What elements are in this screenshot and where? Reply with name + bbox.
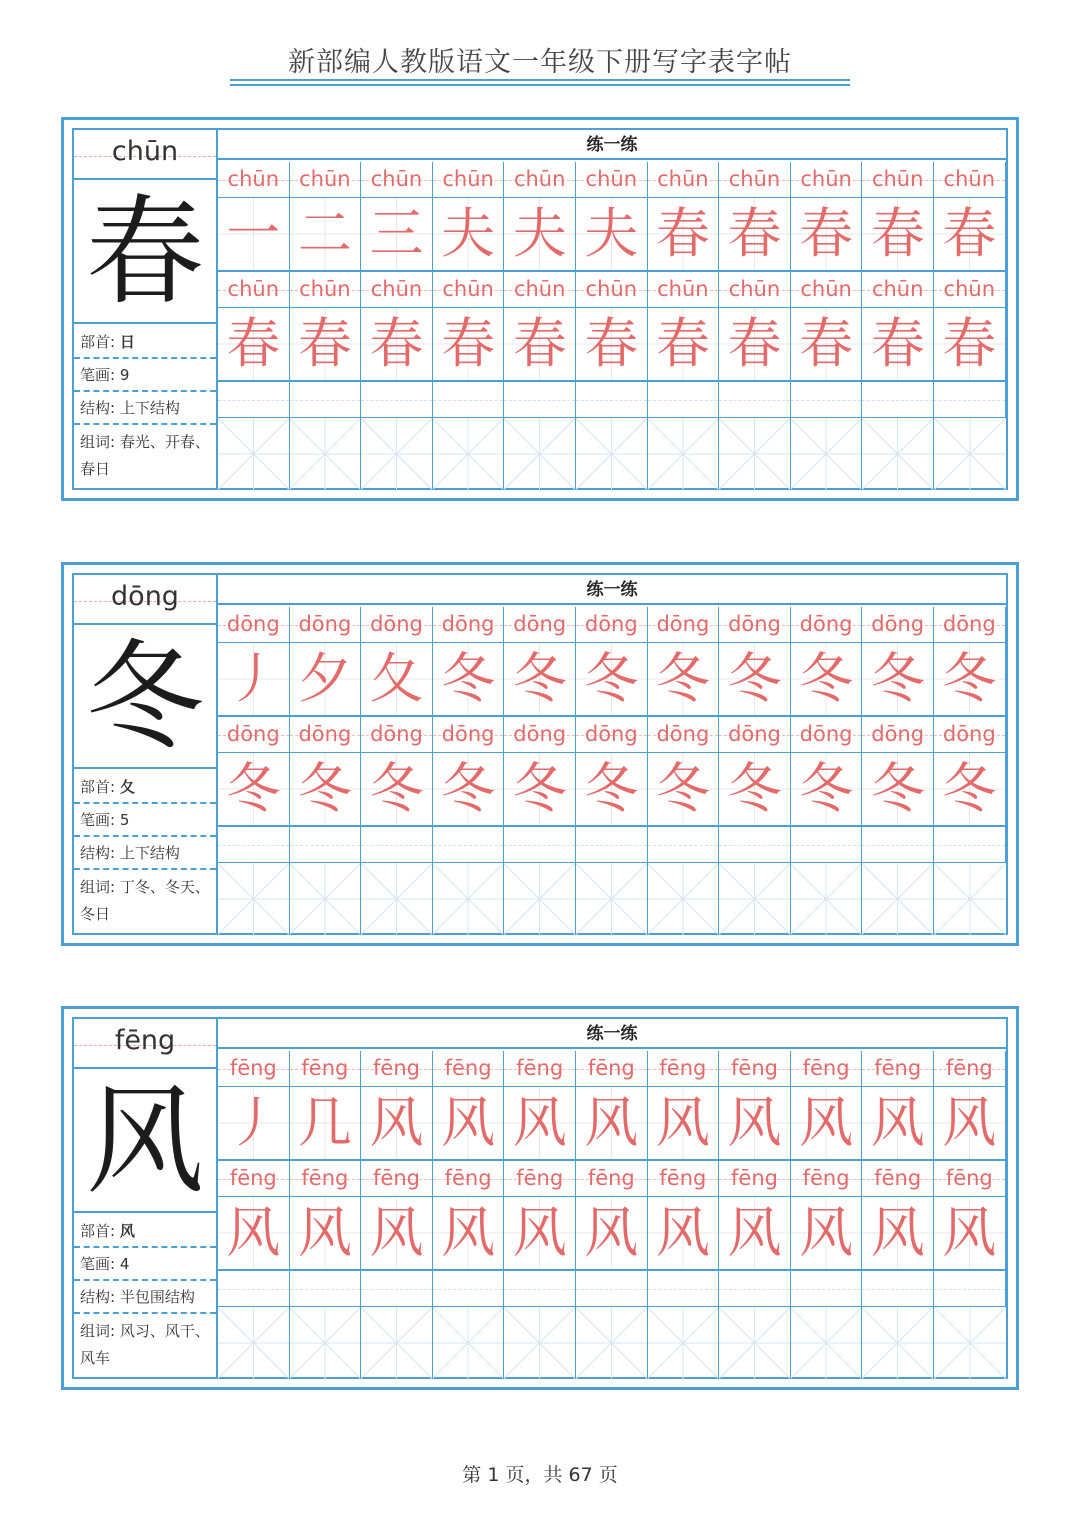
blank-writing-cell[interactable] — [648, 418, 720, 490]
stroke-step-cell: 风 — [862, 1087, 934, 1161]
stroke-step-cell: 冬 — [504, 643, 576, 717]
blank-pinyin-cell[interactable] — [361, 382, 433, 418]
blank-writing-cell[interactable] — [862, 1307, 934, 1379]
trace-cell: 冬 — [648, 753, 720, 827]
blank-pinyin-cell[interactable] — [218, 827, 290, 863]
blank-writing-cell[interactable] — [218, 418, 290, 490]
pinyin-cell: fēng — [218, 1051, 290, 1087]
trace-cell: 春 — [934, 308, 1006, 382]
blank-pinyin-cell[interactable] — [719, 382, 791, 418]
structure-row: 结构: 上下结构 — [74, 392, 216, 425]
blank-pinyin-cell[interactable] — [576, 382, 648, 418]
strokes-row: 笔画: 5 — [74, 804, 216, 837]
page-title: 新部编人教版语文一年级下册写字表字帖 — [288, 47, 792, 78]
character-info-panel — [74, 130, 218, 488]
structure-value: 上下结构 — [119, 844, 180, 862]
practice-sheet — [61, 1006, 1019, 1390]
blank-writing-cell[interactable] — [504, 418, 576, 490]
character-display: 冬 — [74, 627, 216, 769]
stroke-step-cell: 一 — [218, 198, 290, 272]
pinyin-cell: dōng — [934, 607, 1006, 643]
strokes-row: 笔画: 9 — [74, 359, 216, 392]
blank-writing-cell[interactable] — [791, 1307, 863, 1379]
blank-pinyin-cell[interactable] — [290, 1271, 362, 1307]
blank-pinyin-cell[interactable] — [862, 1271, 934, 1307]
pinyin-cell: fēng — [862, 1161, 934, 1197]
words-value: 风习、风干、风车 — [80, 1322, 210, 1367]
blank-pinyin-cell[interactable] — [504, 827, 576, 863]
blank-writing-cell[interactable] — [791, 418, 863, 490]
sheet-frame — [72, 128, 1008, 490]
pinyin-cell: dōng — [290, 607, 362, 643]
pinyin-cell: dōng — [290, 717, 362, 753]
blank-writing-cell[interactable] — [934, 1307, 1006, 1379]
trace-cell: 风 — [290, 1197, 362, 1271]
words-value: 丁冬、冬天、冬日 — [80, 878, 210, 923]
blank-pinyin-cell[interactable] — [290, 382, 362, 418]
pinyin-cell: fēng — [361, 1161, 433, 1197]
structure-value: 半包围结构 — [119, 1288, 195, 1306]
pinyin-cell: chūn — [648, 162, 720, 198]
title-rule-top — [230, 79, 850, 81]
pinyin-cell: chūn — [791, 272, 863, 308]
character-info-panel — [74, 1019, 218, 1377]
blank-pinyin-cell[interactable] — [218, 382, 290, 418]
blank-pinyin-cell[interactable] — [433, 827, 505, 863]
stroke-step-cell: 春 — [719, 198, 791, 272]
pinyin-cell: chūn — [862, 272, 934, 308]
trace-cell: 风 — [648, 1197, 720, 1271]
stroke-step-cell: 风 — [361, 1087, 433, 1161]
radical-row: 部首: 夂 — [74, 771, 216, 804]
pinyin-cell: chūn — [218, 272, 290, 308]
structure-value: 上下结构 — [119, 399, 180, 417]
blank-writing-cell[interactable] — [719, 863, 791, 935]
stroke-step-cell: 春 — [648, 198, 720, 272]
trace-cell: 春 — [791, 308, 863, 382]
trace-cell: 春 — [361, 308, 433, 382]
stroke-step-cell: 风 — [433, 1087, 505, 1161]
pinyin-cell: chūn — [648, 272, 720, 308]
blank-writing-cell[interactable] — [290, 418, 362, 490]
stroke-step-cell: 夂 — [361, 643, 433, 717]
trace-cell: 风 — [433, 1197, 505, 1271]
pinyin-cell: chūn — [862, 162, 934, 198]
blank-pinyin-cell[interactable] — [218, 1271, 290, 1307]
pinyin-cell: dōng — [719, 607, 791, 643]
pinyin-cell: chūn — [934, 162, 1006, 198]
blank-writing-cell[interactable] — [504, 1307, 576, 1379]
stroke-step-cell: 冬 — [791, 643, 863, 717]
words-row: 组词: 丁冬、冬天、冬日 — [80, 878, 210, 923]
sheet-frame — [72, 573, 1008, 935]
blank-writing-cell[interactable] — [719, 1307, 791, 1379]
pinyin-cell: dōng — [791, 717, 863, 753]
blank-writing-cell[interactable] — [862, 863, 934, 935]
pinyin-cell: dōng — [576, 717, 648, 753]
pinyin-cell: fēng — [934, 1161, 1006, 1197]
trace-cell: 冬 — [934, 753, 1006, 827]
pinyin-cell: dōng — [504, 717, 576, 753]
words-value: 春光、开春、春日 — [80, 433, 210, 478]
structure-row: 结构: 半包围结构 — [74, 1281, 216, 1314]
practice-grid — [218, 575, 1006, 933]
stroke-step-cell: 风 — [719, 1087, 791, 1161]
pinyin-cell: dōng — [433, 717, 505, 753]
blank-pinyin-cell[interactable] — [648, 1271, 720, 1307]
character-pinyin: chūn — [74, 130, 216, 180]
blank-writing-cell[interactable] — [504, 863, 576, 935]
pinyin-cell: fēng — [791, 1161, 863, 1197]
title-rule-bottom — [230, 84, 850, 86]
blank-writing-cell[interactable] — [290, 1307, 362, 1379]
trace-cell: 春 — [218, 308, 290, 382]
pinyin-cell: chūn — [218, 162, 290, 198]
radical-value: 夂 — [119, 778, 135, 796]
blank-pinyin-cell[interactable] — [648, 827, 720, 863]
blank-pinyin-cell[interactable] — [290, 827, 362, 863]
pinyin-cell: fēng — [504, 1161, 576, 1197]
blank-writing-cell[interactable] — [361, 863, 433, 935]
trace-cell: 风 — [361, 1197, 433, 1271]
stroke-step-cell: 冬 — [576, 643, 648, 717]
words-row: 组词: 春光、开春、春日 — [80, 433, 210, 478]
character-pinyin: dōng — [74, 575, 216, 625]
words-row: 组词: 风习、风干、风车 — [80, 1322, 210, 1367]
blank-writing-cell[interactable] — [934, 863, 1006, 935]
pinyin-cell: chūn — [504, 162, 576, 198]
blank-writing-cell[interactable] — [648, 863, 720, 935]
pinyin-cell: fēng — [290, 1161, 362, 1197]
blank-pinyin-cell[interactable] — [719, 827, 791, 863]
pinyin-cell: dōng — [862, 717, 934, 753]
stroke-step-cell: 春 — [934, 198, 1006, 272]
pinyin-cell: chūn — [433, 272, 505, 308]
stroke-step-cell: 丿 — [218, 643, 290, 717]
sheet-frame — [72, 1017, 1008, 1379]
blank-writing-cell[interactable] — [433, 418, 505, 490]
blank-pinyin-cell[interactable] — [433, 382, 505, 418]
blank-pinyin-cell[interactable] — [504, 382, 576, 418]
stroke-step-cell: 夕 — [290, 643, 362, 717]
pinyin-cell: fēng — [576, 1051, 648, 1087]
blank-writing-cell[interactable] — [934, 418, 1006, 490]
pinyin-cell: fēng — [361, 1051, 433, 1087]
trace-cell: 风 — [934, 1197, 1006, 1271]
blank-pinyin-cell[interactable] — [934, 382, 1006, 418]
pinyin-cell: chūn — [934, 272, 1006, 308]
pinyin-cell: fēng — [433, 1051, 505, 1087]
pinyin-cell: chūn — [290, 272, 362, 308]
pinyin-cell: chūn — [576, 272, 648, 308]
trace-cell: 冬 — [862, 753, 934, 827]
stroke-step-cell: 冬 — [719, 643, 791, 717]
structure-row: 结构: 上下结构 — [74, 837, 216, 870]
blank-writing-cell[interactable] — [576, 1307, 648, 1379]
trace-cell: 冬 — [719, 753, 791, 827]
pinyin-cell: chūn — [504, 272, 576, 308]
blank-writing-cell[interactable] — [719, 418, 791, 490]
trace-cell: 冬 — [576, 753, 648, 827]
pinyin-cell: chūn — [719, 162, 791, 198]
stroke-step-cell: 冬 — [934, 643, 1006, 717]
pinyin-cell: dōng — [576, 607, 648, 643]
blank-writing-cell[interactable] — [361, 418, 433, 490]
blank-pinyin-cell[interactable] — [791, 382, 863, 418]
blank-pinyin-cell[interactable] — [648, 382, 720, 418]
blank-pinyin-cell[interactable] — [576, 827, 648, 863]
practice-grid — [218, 130, 1006, 488]
stroke-step-cell: 风 — [934, 1087, 1006, 1161]
blank-writing-cell[interactable] — [862, 418, 934, 490]
pinyin-cell: fēng — [862, 1051, 934, 1087]
pinyin-cell: fēng — [576, 1161, 648, 1197]
page-footer: 第 1 页，共 67 页 — [462, 1464, 618, 1486]
radical-value: 风 — [119, 1222, 135, 1240]
pinyin-cell: dōng — [934, 717, 1006, 753]
stroke-step-cell: 几 — [290, 1087, 362, 1161]
pinyin-cell: fēng — [504, 1051, 576, 1087]
practice-sheet — [61, 562, 1019, 946]
blank-writing-cell[interactable] — [648, 1307, 720, 1379]
pinyin-cell: chūn — [791, 162, 863, 198]
stroke-step-cell: 冬 — [862, 643, 934, 717]
pinyin-cell: fēng — [648, 1051, 720, 1087]
trace-cell: 风 — [719, 1197, 791, 1271]
pinyin-cell: fēng — [719, 1161, 791, 1197]
stroke-step-cell: 冬 — [433, 643, 505, 717]
pinyin-cell: chūn — [576, 162, 648, 198]
blank-pinyin-cell[interactable] — [791, 827, 863, 863]
character-info-panel — [74, 575, 218, 933]
trace-cell: 冬 — [290, 753, 362, 827]
trace-cell: 冬 — [361, 753, 433, 827]
stroke-step-cell: 夫 — [433, 198, 505, 272]
trace-cell: 春 — [504, 308, 576, 382]
trace-cell: 春 — [719, 308, 791, 382]
blank-pinyin-cell[interactable] — [862, 827, 934, 863]
pinyin-cell: chūn — [290, 162, 362, 198]
blank-pinyin-cell[interactable] — [504, 1271, 576, 1307]
strokes-value: 9 — [119, 366, 130, 384]
character-display: 风 — [74, 1071, 216, 1213]
practice-grid — [218, 1019, 1006, 1377]
practice-header: 练一练 — [218, 1019, 1006, 1049]
blank-writing-cell[interactable] — [218, 1307, 290, 1379]
blank-writing-cell[interactable] — [576, 418, 648, 490]
pinyin-cell: dōng — [791, 607, 863, 643]
blank-pinyin-cell[interactable] — [361, 1271, 433, 1307]
trace-cell: 风 — [862, 1197, 934, 1271]
trace-cell: 风 — [218, 1197, 290, 1271]
trace-cell: 冬 — [218, 753, 290, 827]
blank-writing-cell[interactable] — [433, 863, 505, 935]
stroke-step-cell: 风 — [576, 1087, 648, 1161]
trace-cell: 春 — [862, 308, 934, 382]
blank-writing-cell[interactable] — [576, 863, 648, 935]
stroke-step-cell: 夫 — [504, 198, 576, 272]
pinyin-cell: fēng — [934, 1051, 1006, 1087]
strokes-value: 4 — [119, 1255, 130, 1273]
pinyin-cell: dōng — [361, 607, 433, 643]
trace-cell: 冬 — [433, 753, 505, 827]
blank-pinyin-cell[interactable] — [576, 1271, 648, 1307]
blank-pinyin-cell[interactable] — [791, 1271, 863, 1307]
pinyin-cell: dōng — [218, 607, 290, 643]
pinyin-cell: fēng — [433, 1161, 505, 1197]
strokes-value: 5 — [119, 811, 130, 829]
stroke-step-cell: 三 — [361, 198, 433, 272]
practice-header: 练一练 — [218, 130, 1006, 160]
pinyin-cell: dōng — [719, 717, 791, 753]
blank-pinyin-cell[interactable] — [433, 1271, 505, 1307]
radical-row: 部首: 风 — [74, 1215, 216, 1248]
trace-cell: 风 — [504, 1197, 576, 1271]
pinyin-cell: dōng — [504, 607, 576, 643]
stroke-step-cell: 风 — [648, 1087, 720, 1161]
trace-cell: 风 — [576, 1197, 648, 1271]
blank-pinyin-cell[interactable] — [934, 1271, 1006, 1307]
stroke-step-cell: 二 — [290, 198, 362, 272]
radical-value: 日 — [119, 333, 135, 351]
pinyin-cell: dōng — [648, 717, 720, 753]
character-display: 春 — [74, 182, 216, 324]
pinyin-cell: dōng — [361, 717, 433, 753]
pinyin-cell: dōng — [648, 607, 720, 643]
blank-pinyin-cell[interactable] — [934, 827, 1006, 863]
trace-cell: 春 — [576, 308, 648, 382]
pinyin-cell: dōng — [433, 607, 505, 643]
stroke-step-cell: 丿 — [218, 1087, 290, 1161]
trace-cell: 风 — [791, 1197, 863, 1271]
pinyin-cell: dōng — [218, 717, 290, 753]
pinyin-cell: fēng — [290, 1051, 362, 1087]
blank-writing-cell[interactable] — [290, 863, 362, 935]
pinyin-cell: chūn — [433, 162, 505, 198]
character-pinyin: fēng — [74, 1019, 216, 1069]
trace-cell: 冬 — [504, 753, 576, 827]
pinyin-cell: fēng — [648, 1161, 720, 1197]
strokes-row: 笔画: 4 — [74, 1248, 216, 1281]
pinyin-cell: fēng — [719, 1051, 791, 1087]
blank-writing-cell[interactable] — [433, 1307, 505, 1379]
blank-writing-cell[interactable] — [361, 1307, 433, 1379]
trace-cell: 春 — [290, 308, 362, 382]
practice-sheet — [61, 117, 1019, 501]
stroke-step-cell: 夫 — [576, 198, 648, 272]
stroke-step-cell: 春 — [791, 198, 863, 272]
pinyin-cell: fēng — [218, 1161, 290, 1197]
pinyin-cell: dōng — [862, 607, 934, 643]
trace-cell: 春 — [433, 308, 505, 382]
blank-writing-cell[interactable] — [791, 863, 863, 935]
stroke-step-cell: 风 — [791, 1087, 863, 1161]
pinyin-cell: chūn — [361, 162, 433, 198]
stroke-step-cell: 冬 — [648, 643, 720, 717]
radical-row: 部首: 日 — [74, 326, 216, 359]
blank-pinyin-cell[interactable] — [361, 827, 433, 863]
pinyin-cell: chūn — [361, 272, 433, 308]
practice-header: 练一练 — [218, 575, 1006, 605]
stroke-step-cell: 风 — [504, 1087, 576, 1161]
trace-cell: 冬 — [791, 753, 863, 827]
trace-cell: 春 — [648, 308, 720, 382]
stroke-step-cell: 春 — [862, 198, 934, 272]
pinyin-cell: chūn — [719, 272, 791, 308]
blank-writing-cell[interactable] — [218, 863, 290, 935]
blank-pinyin-cell[interactable] — [862, 382, 934, 418]
blank-pinyin-cell[interactable] — [719, 1271, 791, 1307]
pinyin-cell: fēng — [791, 1051, 863, 1087]
